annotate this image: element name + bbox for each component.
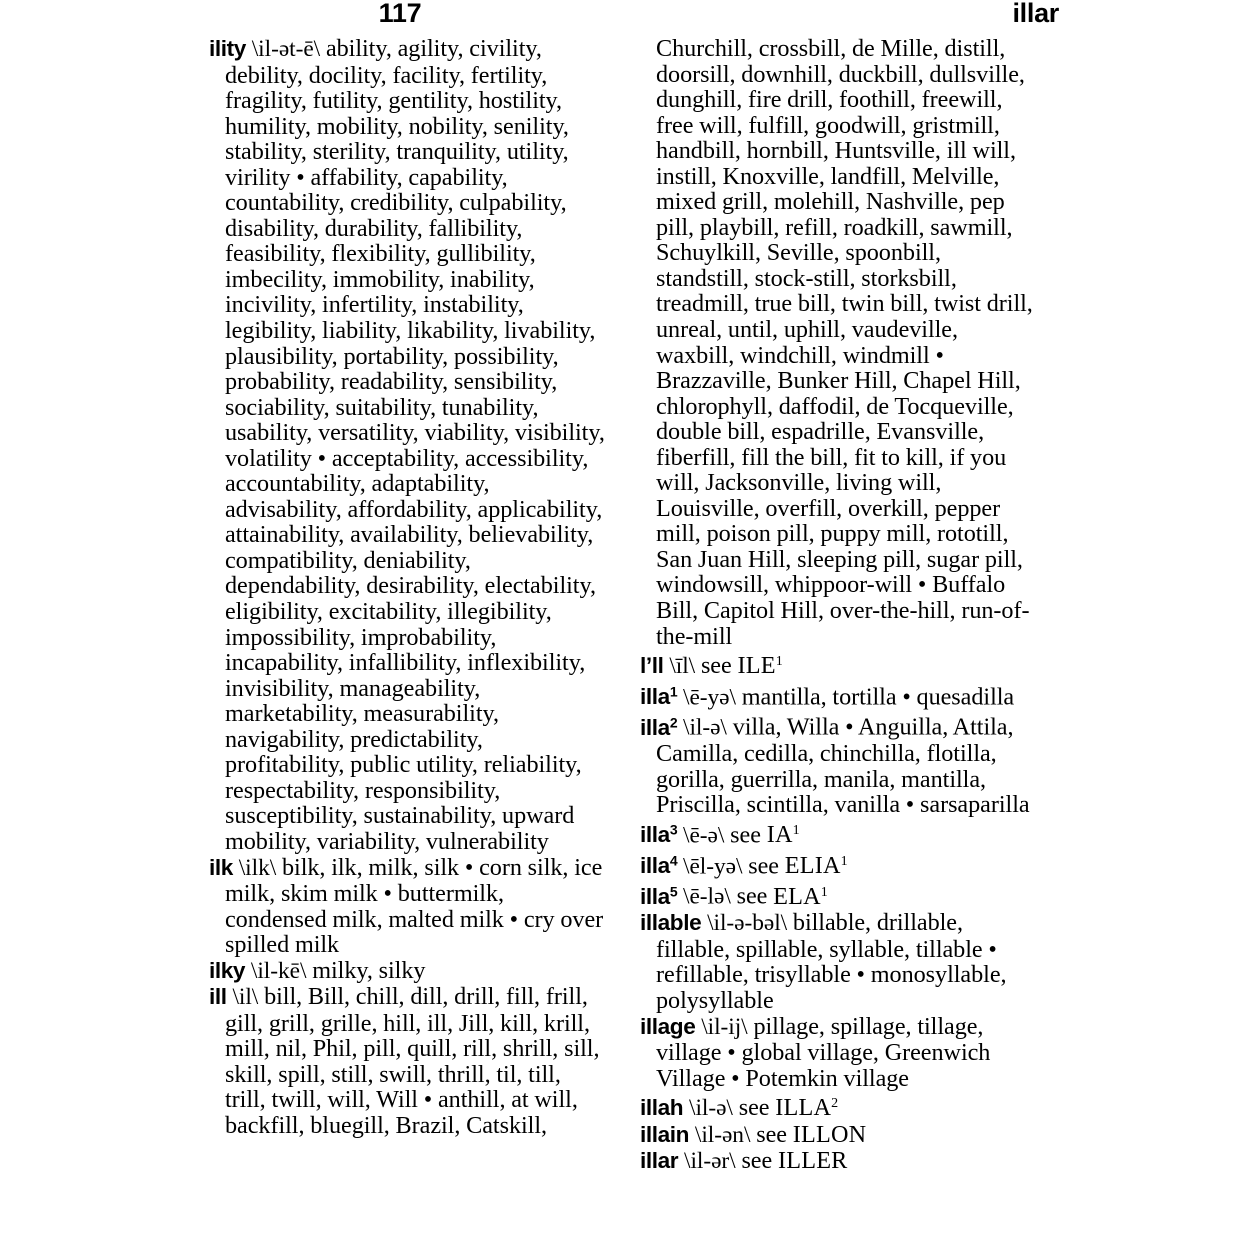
entry-rhyme-list: billable, drillable, fillable, spillable, syllable, tillable • refillable, trisyllable • monosyllable, polysyllable xyxy=(656,909,1007,1014)
dictionary-entry xyxy=(640,849,1038,880)
cross-reference[interactable]: ILLON xyxy=(792,1120,867,1148)
dictionary-entry xyxy=(209,984,607,1138)
cross-reference[interactable]: ILE$^1$ xyxy=(737,651,783,679)
entry-rhyme-list: milky, silky xyxy=(312,956,426,984)
cross-reference-superscript: 1 xyxy=(820,883,828,900)
entry-pronunciation: \il-ər\ xyxy=(684,1148,736,1175)
entry-pronunciation: \il-ij\ xyxy=(701,1013,748,1040)
dictionary-entry xyxy=(640,1014,1038,1092)
see-label: see xyxy=(741,1147,773,1175)
see-label: see xyxy=(736,882,768,910)
entry-headword: illa$^1$ xyxy=(640,683,678,709)
entry-headword: ility xyxy=(209,36,246,61)
entry-pronunciation: \il-ən\ xyxy=(694,1121,751,1148)
entry-headword: illain xyxy=(640,1121,690,1147)
running-head-word: illar xyxy=(1012,0,1059,28)
entry-headword: illa$^5$ xyxy=(640,883,678,909)
dictionary-entry xyxy=(209,958,607,985)
dictionary-entry xyxy=(209,36,607,855)
see-label: see xyxy=(738,1094,770,1121)
entry-pronunciation: \il-ə-bəl\ xyxy=(707,910,788,937)
entry-headword: illa$^2$ xyxy=(640,714,678,740)
entry-rhyme-list: pillage, spillage, tillage, village • global village, Greenwich Village • Potemkin village xyxy=(656,1012,991,1092)
column-left xyxy=(209,36,607,1139)
entry-rhyme-list: ability, agility, civility, debility, docility, facility, fertility, fragility, futility, gentility, hostility, humility, mobility, nobility, senility, stability, sterility, tranquility, utility, virility • affability, capability, countability, credibility, culpability, disability, durability, fallibility, feasibility, flexibility, gullibility, imbecility, immobility, inability, incivility, infertility, instability, legibility, liability, likability, livability, plausibility, portability, possibility, probability, readability, sensibility, sociability, suitability, tunability, usability, versatility, viability, visibility, volatility • acceptability, accessibility, accountability, adaptability, advisability, affordability, applicability, attainability, availability, believability, compatibility, deniability, dependability, desirability, electability, eligibility, excitability, illegibility, impossibility, improbability, incapability, infallibility, inflexibility, invisibility, manageability, marketability, measurability, navigability, predictability, profitability, public utility, reliability, respectability, responsibility, susceptibility, sustainability, upward mobility, variability, vulnerability xyxy=(225,35,605,855)
entry-headword: illable xyxy=(640,910,702,936)
dictionary-entry xyxy=(640,879,1038,910)
entry-rhyme-list: bill, Bill, chill, dill, drill, fill, frill, gill, grill, grille, hill, ill, Jill, kill, krill, mill, nil, Phil, pill, quill, rill, shrill, sill, skill, spill, still, swill, thrill, til, till, trill, twill, will, Will • anthill, at will, backfill, bluegill, Brazil, Catskill, xyxy=(225,983,600,1139)
entry-pronunciation: \il-ə\ xyxy=(689,1095,733,1121)
cross-reference-superscript: 2 xyxy=(831,1095,839,1112)
entry-headword: illa$^3$ xyxy=(640,821,678,848)
dictionary-entry xyxy=(640,680,1038,711)
dictionary-entry xyxy=(640,818,1038,849)
see-label: see xyxy=(748,851,779,879)
entry-headword: illage xyxy=(640,1013,696,1039)
entry-pronunciation: \ilk\ xyxy=(238,854,277,881)
entry-pronunciation: \il-ət-ē\ xyxy=(251,36,321,62)
entry-headword: illa$^4$ xyxy=(640,852,678,878)
headword-superscript: 3 xyxy=(669,821,678,838)
see-label: see xyxy=(756,1120,787,1148)
entry-headword: l’ll xyxy=(640,652,664,678)
entry-pronunciation: \il-ə\ xyxy=(683,714,727,741)
entry-rhyme-list: villa, Willa • Anguilla, Attila, Camilla, cedilla, chinchilla, flotilla, gorilla, guerrilla, manila, mantilla, Priscilla, scintilla, vanilla • sarsaparilla xyxy=(656,713,1030,819)
entry-headword: ilky xyxy=(209,957,246,983)
cross-reference-superscript: 1 xyxy=(840,853,848,870)
cross-reference[interactable]: ELIA$^1$ xyxy=(784,851,848,879)
entry-pronunciation: \ē-ə\ xyxy=(683,822,725,849)
dictionary-entry xyxy=(209,855,607,958)
cross-reference[interactable]: ILLA$^2$ xyxy=(775,1094,839,1121)
dictionary-entry xyxy=(640,1122,1038,1149)
entry-headword: ilk xyxy=(209,854,233,880)
dictionary-entry xyxy=(640,1148,1038,1175)
cross-reference-superscript: 1 xyxy=(792,822,800,839)
entry-rhyme-list: mantilla, tortilla • quesadilla xyxy=(741,682,1015,710)
cross-reference[interactable]: $IA^1$ xyxy=(766,821,800,849)
dictionary-entry-continuation xyxy=(640,36,1038,649)
cross-reference-superscript: 1 xyxy=(775,653,783,670)
entry-pronunciation: \ē-lə\ xyxy=(683,883,731,910)
dictionary-entry xyxy=(640,649,1038,679)
dictionary-entry xyxy=(640,910,1038,1013)
entry-rhyme-list: Churchill, crossbill, de Mille, distill, doorsill, downhill, duckbill, dullsville, dunghill, fire drill, foothill, freewill, free will, fulfill, goodwill, gristmill, handbill, hornbill, Huntsville, ill will, instill, Knoxville, landfill, Melville, mixed grill, molehill, Nashville, pep pill, playbill, refill, roadkill, sawmill, Schuylkill, Seville, spoonbill, standstill, stock-still, storksbill, treadmill, true bill, twin bill, twist drill, unreal, until, uphill, vaudeville, waxbill, windchill, windmill • Brazzaville, Bunker Hill, Chapel Hill, chlorophyll, daffodil, de Tocqueville, double bill, espadrille, Evansville, fiberfill, fill the bill, fit to kill, if you will, Jacksonville, living will, Louisville, overfill, overkill, pepper mill, poison pill, puppy mill, rototill, San Juan Hill, sleeping pill, sugar pill, windowsill, whippoor-will • Buffalo Bill, Capitol Hill, over-the-hill, run-of-the-mill xyxy=(656,35,1033,650)
cross-reference[interactable]: ILLER xyxy=(777,1147,848,1175)
running-head xyxy=(0,0,1247,30)
dictionary-entry xyxy=(640,710,1038,817)
dictionary-entry xyxy=(640,1091,1038,1121)
see-label: see xyxy=(730,821,761,849)
entry-headword: ill xyxy=(209,984,227,1010)
page-number: 117 xyxy=(378,0,422,28)
headword-superscript: 2 xyxy=(669,714,678,731)
column-right xyxy=(640,36,1038,1175)
headword-superscript: 4 xyxy=(669,852,678,869)
cross-reference[interactable]: ELA$^1$ xyxy=(773,882,828,910)
see-label: see xyxy=(700,651,732,679)
entry-headword: illar xyxy=(640,1148,679,1174)
entry-pronunciation: \ē-yə\ xyxy=(683,683,736,710)
entry-pronunciation: \ēl-yə\ xyxy=(683,852,743,879)
entry-headword: illah xyxy=(640,1095,684,1120)
entry-rhyme-list: bilk, ilk, milk, silk • corn silk, ice milk, skim milk • buttermilk, condensed milk, malted milk • cry over spilled milk xyxy=(225,853,604,959)
entry-pronunciation: \il\ xyxy=(232,984,259,1011)
entry-pronunciation: \il-kē\ xyxy=(250,957,307,984)
headword-superscript: 1 xyxy=(669,683,678,700)
entry-pronunciation: \īl\ xyxy=(669,652,696,679)
headword-superscript: 5 xyxy=(669,883,678,900)
